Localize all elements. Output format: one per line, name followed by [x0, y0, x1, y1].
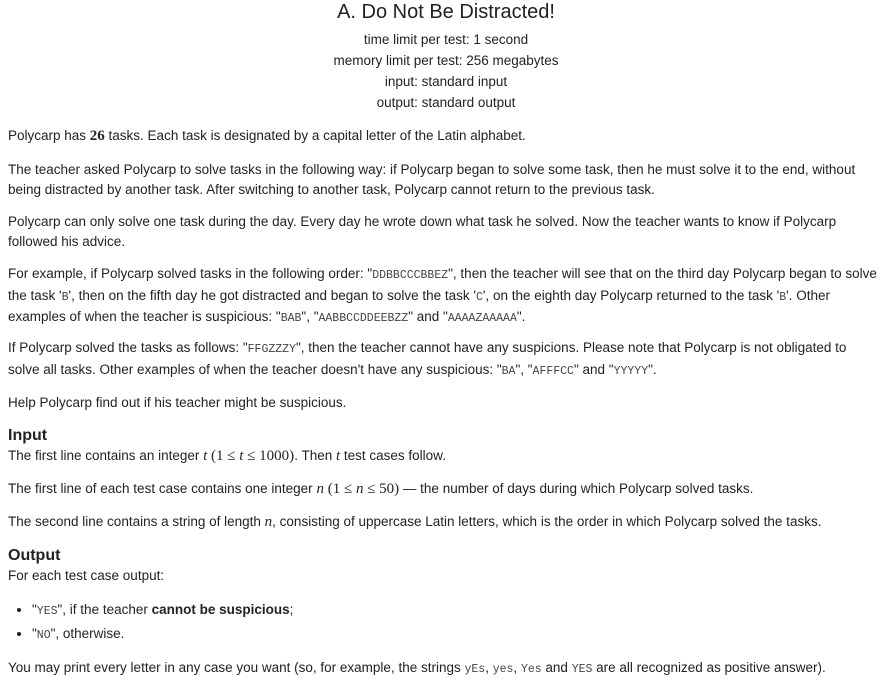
code-string: yes	[492, 663, 514, 676]
statement-paragraph-6: Help Polycarp find out if his teacher might be suspicious.	[8, 395, 347, 410]
math-number: 26	[89, 128, 105, 144]
input-line-2	[8, 479, 878, 500]
text: The first line of each test case contains one integer	[8, 481, 317, 496]
code-string: B	[61, 290, 69, 304]
text: ,	[485, 660, 493, 675]
code-string: YES	[36, 605, 58, 618]
math-constraint: (1 ≤	[327, 481, 356, 497]
problem-header	[0, 0, 892, 113]
output-line-2	[8, 658, 878, 680]
code-string: AAAAZAAAAA	[447, 312, 517, 325]
text: You may print every letter in any case you want (so, for example, the strings	[8, 660, 465, 675]
text: ", "	[301, 309, 319, 324]
text: Polycarp has	[8, 128, 90, 143]
text: " and "	[408, 309, 448, 324]
problem-title: A. Do Not Be Distracted!	[337, 1, 555, 23]
text: The second line contains a string of length	[8, 514, 265, 529]
text: , consisting of uppercase Latin letters, which is the order in which Polycarp solved the tasks.	[272, 514, 822, 529]
text: " and "	[573, 361, 614, 377]
text: ', on the eighth day Polycarp returned to the task '	[482, 287, 780, 303]
input-line-3	[8, 512, 878, 533]
text: ,	[513, 660, 521, 675]
math-var: n	[264, 514, 273, 530]
code-string: DDBBCCCBBEZ	[372, 269, 449, 282]
code-string: FFGZZZY	[247, 343, 296, 356]
list-item	[32, 623, 293, 647]
text: For example, if Polycarp solved tasks in the following order: "	[8, 266, 373, 281]
text: ", then the teacher will see that on the third day Polycarp began to solve the task '	[8, 266, 877, 303]
statement-paragraph-2: The teacher asked Polycarp to solve tasks in the following way: if Polycarp began to solve some task, then he must solve it to the end, without being distracted by another task. After switching to another task, Polycarp cannot return to the previous task.	[8, 162, 856, 197]
statement-paragraph-1	[8, 126, 878, 147]
code-string: AFFFCC	[532, 364, 574, 378]
text: "	[32, 602, 37, 617]
text: ", "	[515, 361, 533, 377]
text: '. Other examples of when the teacher is suspicious: "	[8, 287, 830, 324]
math-constraint: ≤ 1000)	[243, 448, 295, 464]
math-var: n	[355, 481, 364, 497]
text: ", if the teacher	[57, 602, 152, 617]
input-heading: Input	[8, 427, 48, 444]
math-var: t	[335, 448, 341, 464]
statement-paragraph-3: Polycarp can only solve one task during the day. Every day he wrote down what task he solved. Now the teacher wants to know if Polycarp followed his advice.	[8, 214, 837, 249]
text: The first line contains an integer	[8, 448, 204, 463]
text: are all recognized as positive answer).	[592, 660, 826, 675]
text: ;	[289, 602, 294, 617]
math-constraint: ≤ 50)	[363, 481, 400, 497]
text: ", then the teacher cannot have any suspicions. Please note that Polycarp is not obligated to solve all tasks. Other examples of when the teacher doesn't have any suspicious: "	[8, 340, 847, 377]
code-string: BA	[501, 364, 516, 378]
text: and	[541, 660, 572, 675]
text: . Then	[294, 448, 336, 463]
text: ".	[648, 361, 657, 377]
text: ", otherwise.	[50, 626, 125, 641]
bold-text: cannot be suspicious	[151, 602, 290, 617]
output-options-list	[8, 599, 293, 647]
code-string: BAB	[280, 312, 302, 325]
math-constraint: (1 ≤	[211, 448, 240, 464]
math-var: n	[316, 481, 324, 497]
memory-limit: memory limit per test: 256 megabytes	[333, 53, 559, 68]
output-heading: Output	[8, 547, 61, 564]
statement-paragraph-5	[8, 338, 878, 381]
code-string: C	[475, 290, 483, 304]
math-var: t	[203, 448, 208, 464]
math-var: t	[239, 448, 244, 464]
code-string: Yes	[520, 663, 542, 676]
code-string: B	[779, 290, 787, 304]
code-string: yEs	[464, 663, 486, 676]
output-line-1: For each test case output:	[8, 568, 165, 583]
text: "	[32, 626, 37, 641]
input-spec: input: standard input	[384, 74, 508, 89]
text: If Polycarp solved the tasks as follows: "	[8, 340, 248, 355]
statement-paragraph-4	[8, 264, 878, 329]
output-spec: output: standard output	[376, 95, 516, 110]
input-line-1	[8, 446, 878, 467]
list-item	[32, 599, 293, 623]
text: ', then on the fifth day he got distracted and began to solve the task '	[68, 287, 476, 303]
text: test cases follow.	[340, 448, 446, 463]
text: tasks. Each task is designated by a capital letter of the Latin alphabet.	[104, 128, 526, 143]
time-limit: time limit per test: 1 second	[363, 32, 529, 47]
text: — the number of days during which Polycarp solved tasks.	[399, 481, 754, 496]
code-string: YYYYY	[613, 364, 649, 378]
code-string: NO	[36, 629, 51, 642]
code-string: YES	[571, 663, 593, 676]
text: ".	[516, 309, 526, 324]
code-string: AABBCCDDEEBZZ	[318, 312, 409, 325]
